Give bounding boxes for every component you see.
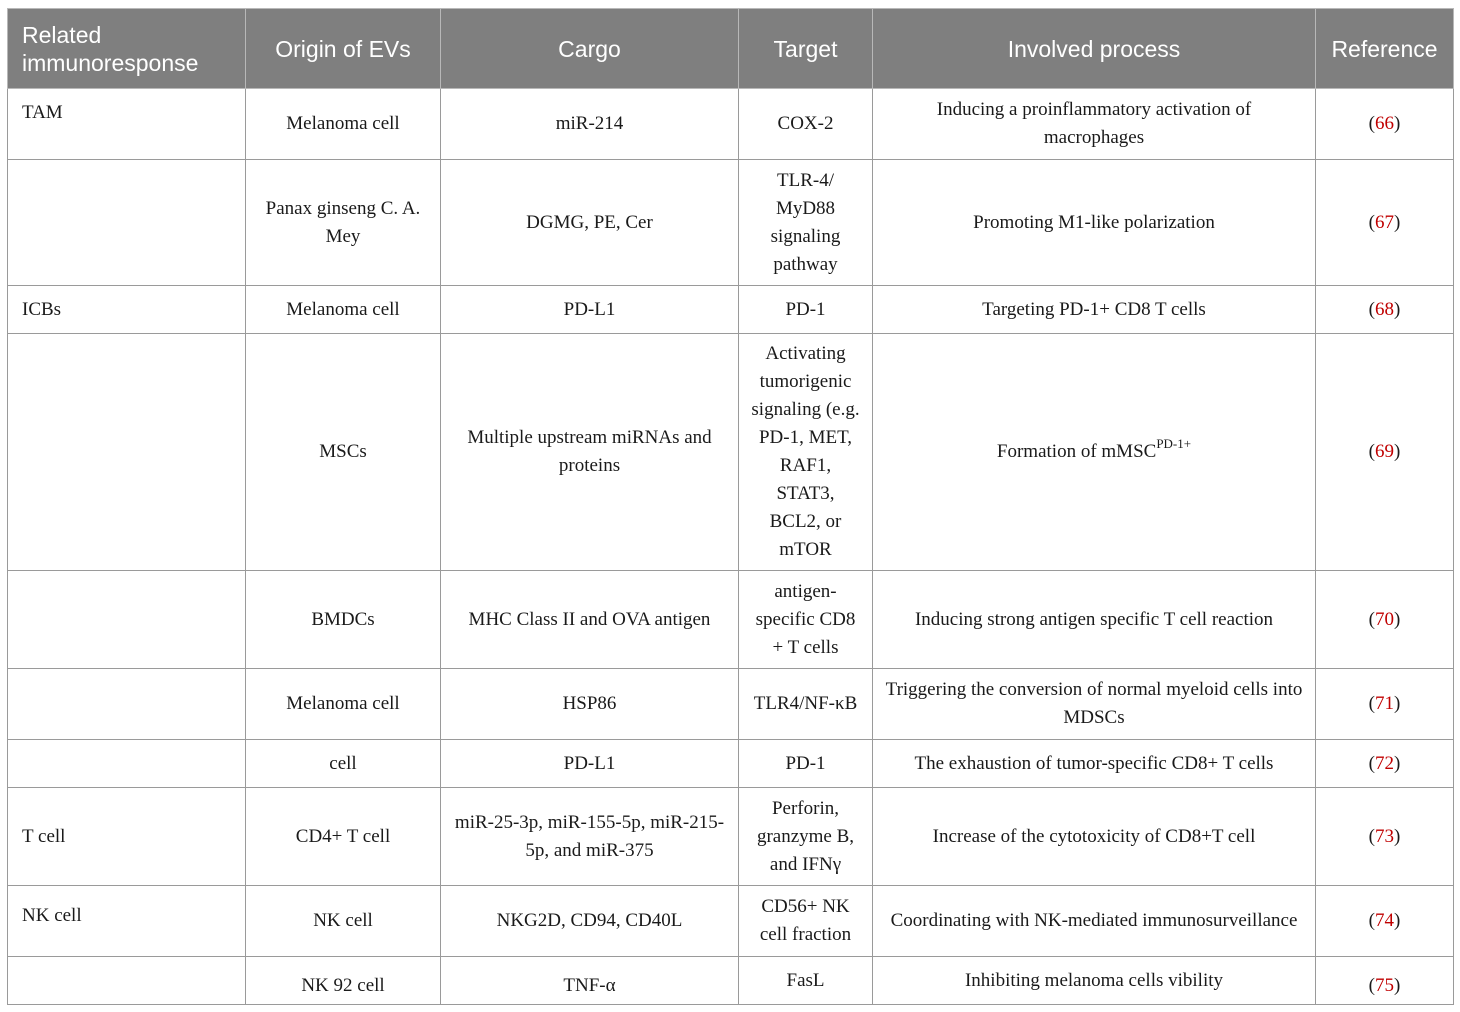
process-cell: [873, 886, 1316, 957]
response-text: T cell: [22, 825, 66, 847]
origin-cell: BMDCs: [246, 571, 441, 669]
reference-link[interactable]: 75: [1375, 974, 1394, 996]
process-cell: [873, 740, 1316, 788]
response-cell: [8, 334, 246, 571]
response-cell: [8, 957, 246, 1005]
process-text: Targeting PD-1+ CD8 T cells: [982, 298, 1206, 320]
header-related-immunoresponse: Related immunoresponse: [8, 9, 246, 89]
cargo-cell: miR-214: [441, 89, 739, 160]
response-cell: ICBs: [8, 286, 246, 334]
table-row: [8, 286, 1454, 334]
table-row: [8, 89, 1454, 160]
origin-cell: NK cell: [246, 886, 441, 957]
process-superscript: PD-1+: [1156, 435, 1192, 451]
process-cell: [873, 571, 1316, 669]
reference-cell: (67): [1316, 160, 1454, 286]
reference-link[interactable]: 68: [1375, 298, 1394, 320]
process-cell: [873, 788, 1316, 886]
reference-cell: (73): [1316, 788, 1454, 886]
table-row: [8, 571, 1454, 669]
reference-cell: (74): [1316, 886, 1454, 957]
reference-cell: (70): [1316, 571, 1454, 669]
reference-cell: (71): [1316, 669, 1454, 740]
response-cell: TAM: [8, 89, 246, 160]
process-text: Inducing strong antigen specific T cell reaction: [914, 608, 1274, 630]
cargo-cell: MHC Class II and OVA antigen: [441, 571, 739, 669]
process-text: Inducing a proinflammatory activation of macrophages: [936, 99, 1252, 148]
process-text: Coordinating with NK-mediated immunosurveillance: [890, 910, 1298, 931]
response-cell: [8, 160, 246, 286]
reference-link[interactable]: 72: [1375, 752, 1394, 774]
origin-cell: Melanoma cell: [246, 89, 441, 160]
header-involved-process: Involved process: [873, 9, 1316, 89]
response-cell: NK cell: [8, 886, 246, 957]
target-cell: PD-1: [739, 286, 873, 334]
table-row: [8, 669, 1454, 740]
reference-cell: (75): [1316, 957, 1454, 1005]
target-cell: Activating tumorigenic signaling (e.g. PD-1, MET, RAF1, STAT3, BCL2, or mTOR: [739, 334, 873, 571]
response-cell: [8, 669, 246, 740]
reference-cell: (68): [1316, 286, 1454, 334]
reference-cell: (66): [1316, 89, 1454, 160]
reference-link[interactable]: 74: [1375, 910, 1394, 931]
response-cell: [8, 571, 246, 669]
cargo-cell: TNF-α: [441, 957, 739, 1005]
process-text: Formation of mMSC: [996, 441, 1157, 462]
cargo-cell: Multiple upstream miRNAs and proteins: [441, 334, 739, 571]
cargo-cell: NKG2D, CD94, CD40L: [441, 886, 739, 957]
process-cell: [873, 957, 1316, 1005]
target-cell: FasL: [739, 957, 873, 1005]
origin-cell: Panax ginseng C. A. Mey: [246, 160, 441, 286]
process-cell: [873, 334, 1316, 571]
reference-cell: (69): [1316, 334, 1454, 571]
reference-link[interactable]: 71: [1375, 693, 1394, 714]
header-row: [8, 9, 1454, 89]
reference-link[interactable]: 70: [1375, 608, 1394, 630]
cargo-cell: DGMG, PE, Cer: [441, 160, 739, 286]
process-cell: [873, 669, 1316, 740]
target-cell: TLR4/NF-κB: [739, 669, 873, 740]
origin-cell: Melanoma cell: [246, 669, 441, 740]
header-origin-of-evs: Origin of EVs: [246, 9, 441, 89]
reference-link[interactable]: 69: [1375, 441, 1394, 462]
header-reference: Reference: [1316, 9, 1454, 89]
origin-cell: Melanoma cell: [246, 286, 441, 334]
cargo-cell: HSP86: [441, 669, 739, 740]
reference-link[interactable]: 67: [1375, 211, 1394, 233]
process-text: Increase of the cytotoxicity of CD8+T cell: [932, 825, 1256, 847]
process-text: Triggering the conversion of normal myeloid cells into MDSCs: [885, 679, 1303, 728]
cargo-cell: PD-L1: [441, 740, 739, 788]
target-cell: Perforin, granzyme B, and IFNγ: [739, 788, 873, 886]
target-cell: antigen-specific CD8 + T cells: [739, 571, 873, 669]
target-cell: PD-1: [739, 740, 873, 788]
header-cargo: Cargo: [441, 9, 739, 89]
target-cell: COX-2: [739, 89, 873, 160]
process-text: Promoting M1-like polarization: [973, 211, 1215, 233]
reference-link[interactable]: 73: [1375, 825, 1394, 847]
process-cell: [873, 160, 1316, 286]
table-row: [8, 334, 1454, 571]
reference-link[interactable]: 66: [1375, 113, 1394, 134]
process-cell: [873, 89, 1316, 160]
target-cell: CD56+ NK cell fraction: [739, 886, 873, 957]
evs-immunoresponse-table: [7, 8, 1454, 1005]
table-row: [8, 160, 1454, 286]
process-cell: [873, 286, 1316, 334]
origin-cell: cell: [246, 740, 441, 788]
response-cell: [8, 788, 246, 886]
reference-cell: (72): [1316, 740, 1454, 788]
table-row: [8, 788, 1454, 886]
cargo-cell: PD-L1: [441, 286, 739, 334]
process-text: Inhibiting melanoma cells vibility: [964, 969, 1224, 991]
response-cell: [8, 740, 246, 788]
header-target: Target: [739, 9, 873, 89]
cargo-cell: miR-25-3p, miR-155-5p, miR-215-5p, and miR-375: [441, 788, 739, 886]
table-row: [8, 740, 1454, 788]
origin-cell: CD4+ T cell: [246, 788, 441, 886]
process-text: The exhaustion of tumor-specific CD8+ T cells: [914, 752, 1274, 774]
origin-cell: NK 92 cell: [246, 957, 441, 1005]
origin-cell: MSCs: [246, 334, 441, 571]
target-cell: TLR-4/ MyD88 signaling pathway: [739, 160, 873, 286]
table-row: [8, 886, 1454, 957]
table-row: [8, 957, 1454, 1005]
